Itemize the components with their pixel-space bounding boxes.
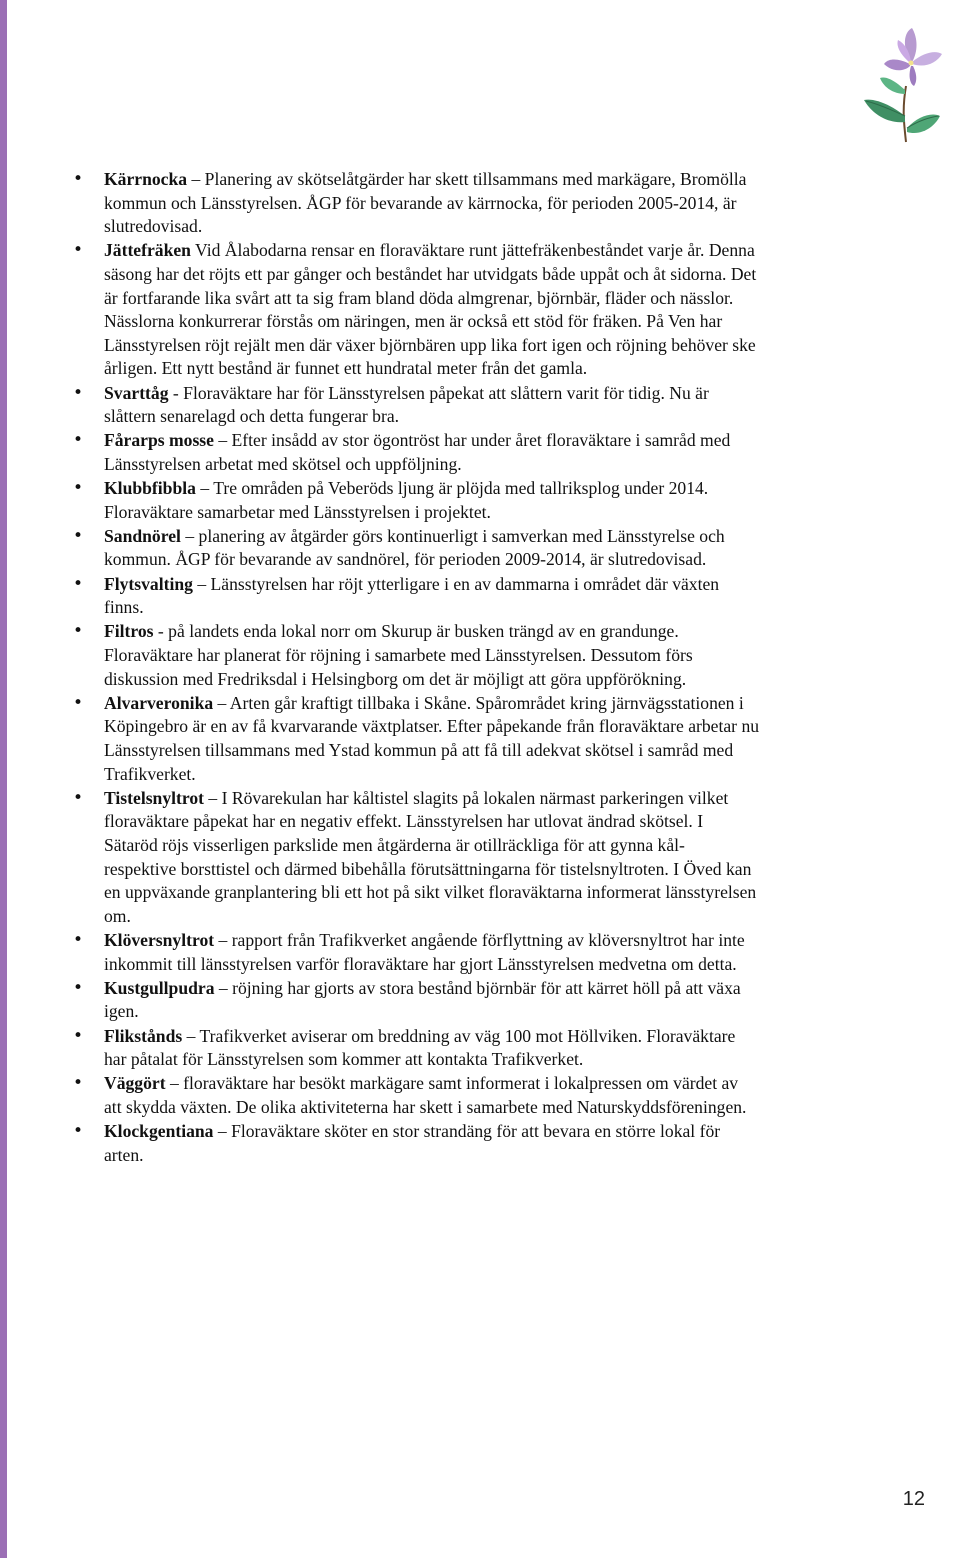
document-body — [70, 168, 760, 1168]
item-text: Vid Ålabodarna rensar en floraväktare runt jättefräkenbeståndet varje år. Denna säsong har det röjts ett par gånger och beståndet har utvidgats både uppåt och åt sidorna. Det är fortfarande lika svårt att ta sig fram bland döda almgrenar, björnbär, fläder och nässlor. Nässlorna konkurrerar förstås om näringen, men är också ett stöd för fräken. På Ven har Länsstyrelsen röjt rejält men där växer björnbären upp lika fort igen och röjning behöver ske årligen. Ett nytt bestånd är funnet ett hundratal meter från det gamla. — [104, 240, 757, 379]
list-item — [70, 477, 760, 524]
species-name: Jättefräken — [104, 240, 191, 261]
list-item — [70, 977, 760, 1024]
list-item — [70, 429, 760, 476]
species-name: Fårarps mosse — [104, 430, 214, 451]
species-bullet-list — [70, 168, 760, 1167]
list-item — [70, 1120, 760, 1167]
item-text: - på landets enda lokal norr om Skurup är busken trängd av en grandunge. Floraväktare har planerat för röjning i samarbete med Länsstyrelsen. Dessutom förs diskussion med Fredriksdal i Helsingborg om det är möjligt att göra uppförökning. — [104, 621, 693, 689]
item-text: – Trafikverket aviserar om breddning av väg 100 mot Höllviken. Floraväktare har påtalat för Länsstyrelsen som kommer att kontakta Trafikverket. — [104, 1025, 736, 1070]
list-item — [70, 620, 760, 691]
item-text: – Arten går kraftigt tillbaka i Skåne. Spårområdet kring järnvägsstationen i Köpingebro är en av få kvarvarande växtplatser. Efter påpekande från floraväktare arbetar nu Länsstyrelsen tillsammans med Ystad kommun på att få till adekvat skötsel i samråd med Trafikverket. — [104, 692, 760, 784]
list-item — [70, 692, 760, 786]
item-text: – Länsstyrelsen har röjt ytterligare i en av dammarna i området där växten finns. — [104, 573, 720, 618]
species-name: Filtros — [104, 621, 154, 642]
item-text: - Floraväktare har för Länsstyrelsen påpekat att slåttern varit för tidig. Nu är slåttern senarelagd och detta fungerar bra. — [104, 382, 709, 427]
item-text: – Tre områden på Veberöds ljung är plöjda med tallriksplog under 2014. Floraväktare samarbetar med Länsstyrelsen i projektet. — [104, 478, 709, 522]
species-name: Klubbfibbla — [104, 478, 196, 499]
page-number: 12 — [902, 1488, 925, 1510]
list-item — [70, 573, 760, 620]
list-item — [70, 525, 760, 572]
item-text: – planering av åtgärder görs kontinuerligt i samverkan med Länsstyrelse och kommun. ÅGP för bevarande av sandnörel, för perioden 2009-2014, är slutredovisad. — [104, 525, 725, 570]
item-text: – röjning har gjorts av stora bestånd björnbär för att kärret höll på att växa igen. — [104, 977, 741, 1022]
list-item — [70, 1025, 760, 1072]
list-item — [70, 787, 760, 929]
list-item — [70, 929, 760, 976]
species-name: Svarttåg — [104, 382, 169, 403]
item-text: – Floraväktare sköter en stor strandäng för att bevara en större lokal för arten. — [104, 1121, 721, 1165]
left-accent-bar — [0, 0, 7, 1558]
item-text: – Planering av skötselåtgärder har skett tillsammans med markägare, Bromölla kommun och Länsstyrelsen. ÅGP för bevarande av kärrnocka, för perioden 2005-2014, är slutredovisad. — [104, 169, 747, 237]
species-name: Tistelsnyltrot — [104, 787, 205, 808]
list-item — [70, 382, 760, 429]
species-name: Klöversnyltrot — [104, 929, 215, 950]
species-name: Sandnörel — [104, 525, 181, 546]
list-item — [70, 168, 760, 239]
species-name: Alvarveronika — [104, 692, 214, 713]
species-name: Flikstånds — [104, 1025, 183, 1046]
species-name: Väggört — [104, 1073, 166, 1094]
violet-flower-icon — [862, 24, 944, 146]
item-text: – Efter insådd av stor ögontröst har under året floraväktare i samråd med Länsstyrelsen arbetat med skötsel och uppföljning. — [104, 430, 731, 474]
species-name: Klockgentiana — [104, 1121, 214, 1142]
species-name: Kustgullpudra — [104, 977, 215, 998]
list-item — [70, 1072, 760, 1119]
item-text: – floraväktare har besökt markägare samt informerat i lokalpressen om värdet av att skydda växten. De olika aktiviteterna har skett i samarbete med Naturskyddsföreningen. — [104, 1073, 747, 1117]
item-text: – I Rövarekulan har kåltistel slagits på lokalen närmast parkeringen vilket floraväktare påpekat har en negativ effekt. Länsstyrelsen har utlovat ändrad skötsel. I Sätaröd röjs visserligen parkslide men åtgärderna är otillräckliga för att gynna kål- respektive borsttistel och därmed bibehålla förutsättningarna för tistelsnyltroten. I Öved kan en uppväxande granplantering bli ett hot på sikt vilket floraväktarna informerat länsstyrelsen om. — [104, 787, 757, 926]
species-name: Kärrnocka — [104, 169, 188, 189]
item-text: – rapport från Trafikverket angående förflyttning av klöversnyltrot har inte inkommit till länsstyrelsen varför floraväktare har gjort Länsstyrelsen medvetna om detta. — [104, 929, 745, 974]
species-name: Flytsvalting — [104, 573, 193, 594]
list-item — [70, 239, 760, 381]
